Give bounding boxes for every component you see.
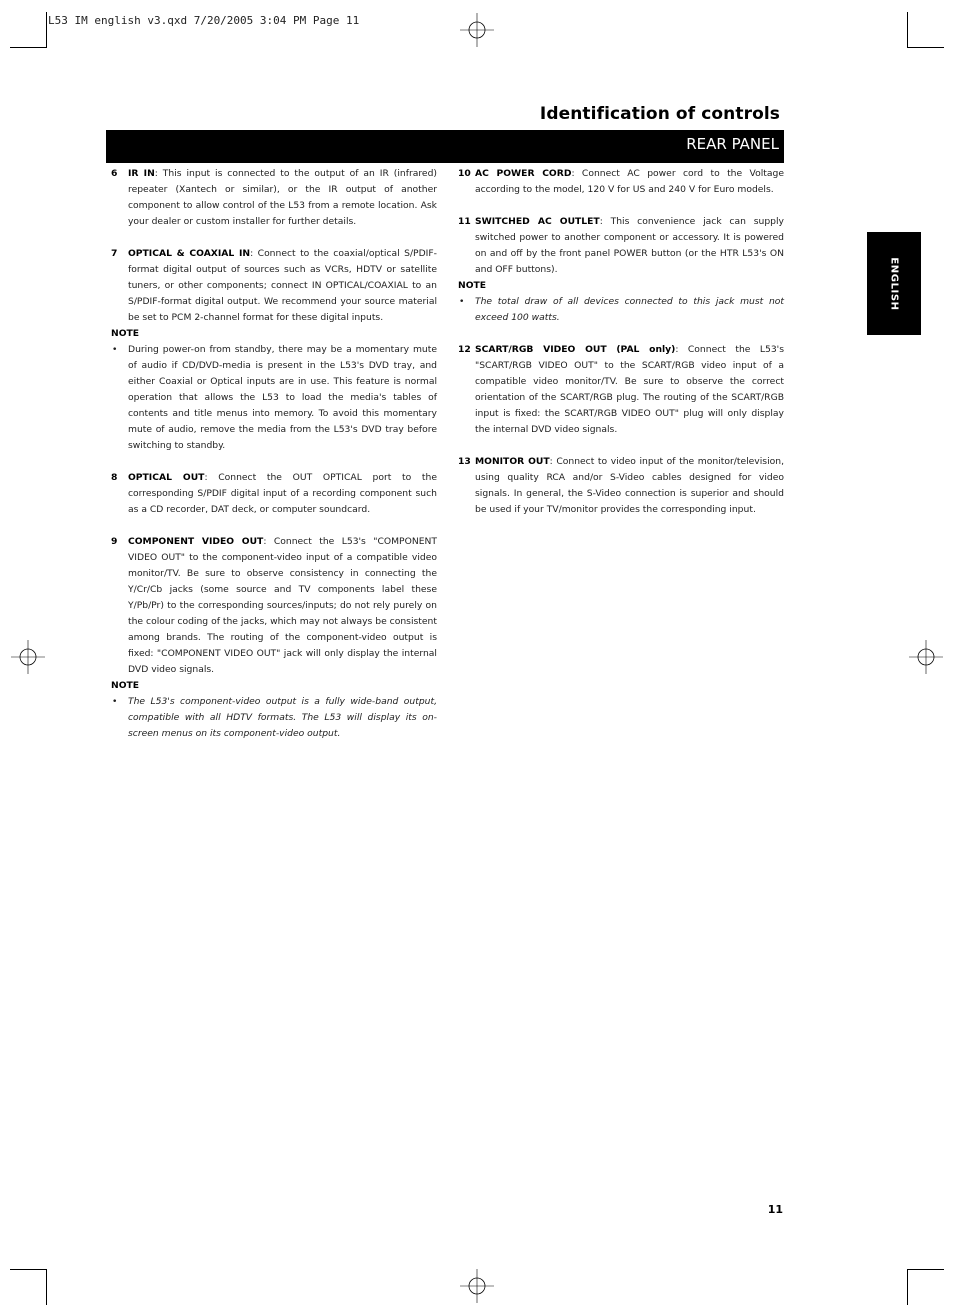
- item-number: 12: [458, 344, 471, 355]
- item-heading: SWITCHED AC OUTLET: [475, 216, 600, 227]
- crop-mark-top-right-h: [908, 47, 944, 48]
- item-text: : Connect the OUT OPTICAL port to the corresponding S/PDIF digital input of a recording component such as a CD recorder, DAT deck, or computer soundcard.: [128, 472, 437, 515]
- item-number: 11: [458, 216, 471, 227]
- control-item: [106, 534, 437, 678]
- registration-mark-icon: [909, 640, 943, 674]
- bullet-icon: •: [112, 344, 118, 355]
- item-heading: AC POWER CORD: [475, 168, 572, 179]
- note-heading: NOTE: [458, 280, 487, 291]
- item-text: : Connect to the coaxial/optical S/PDIF-format digital output of sources such as VCRs, HDTV or satellite tuners, or other components; connect IN OPTICAL/COAXIAL to an S/PDIF-format digital output. We recommend your source material be set to PCM 2-channel format for these digital inputs.: [128, 248, 437, 323]
- registration-mark-icon: [460, 13, 494, 47]
- note-text: The L53's component-video output is a fully wide-band output, compatible with all HDTV formats. The L53 will display its on- screen menus on its component-video output.: [128, 696, 437, 739]
- note-text: The total draw of all devices connected to this jack must not exceed 100 watts.: [475, 296, 784, 323]
- crop-mark-top-left-h: [10, 47, 46, 48]
- print-slug: L53 IM english v3.qxd 7/20/2005 3:04 PM Page 11: [48, 14, 360, 27]
- bullet-icon: •: [459, 296, 465, 307]
- crop-mark-bottom-left-v: [46, 1269, 47, 1305]
- page-title: Identification of controls: [539, 104, 780, 124]
- item-number: 13: [458, 456, 471, 467]
- item-number: 8: [111, 472, 118, 483]
- item-heading: COMPONENT VIDEO OUT: [128, 536, 264, 547]
- control-item: [106, 246, 437, 326]
- control-item: [453, 166, 784, 198]
- item-text: : This input is connected to the output of an IR (infrared) repeater (Xantech or similar), or the IR output of another component to allow control of the L53 from a remote location. Ask your dealer or custom installer for further details.: [128, 168, 437, 227]
- item-text: : Connect the L53's "SCART/RGB VIDEO OUT" to the SCART/RGB video input of a compatible video monitor/TV. Be sure to observe the correct orientation of the SCART/RGB plug. The routing of the SCART/RGB input is fixed: the SCART/RGB VIDEO OUT" plug will only display the internal DVD video signals.: [475, 344, 784, 435]
- note-heading: NOTE: [111, 328, 140, 339]
- section-title: REAR PANEL: [686, 135, 779, 153]
- language-tab-label: ENGLISH: [888, 256, 900, 311]
- section-banner: [106, 130, 784, 163]
- note-bullet: [453, 294, 784, 326]
- note-heading: NOTE: [111, 680, 140, 691]
- crop-mark-bottom-left-h: [10, 1269, 46, 1270]
- left-column: [106, 166, 437, 742]
- crop-mark-top-right-v: [907, 12, 908, 48]
- item-heading: OPTICAL & COAXIAL IN: [128, 248, 251, 259]
- item-number: 6: [111, 168, 118, 179]
- item-heading: MONITOR OUT: [475, 456, 550, 467]
- crop-mark-top-left-v: [46, 12, 47, 48]
- registration-mark-icon: [460, 1269, 494, 1303]
- item-text: : This convenience jack can supply switched power to another component or accessory. It is powered on and off by the front panel POWER button (or the HTR L53's ON and OFF buttons).: [475, 216, 784, 275]
- item-text: : Connect the L53's "COMPONENT VIDEO OUT" to the component-video input of a compatible video monitor/TV. Be sure to observe consistency in connecting the Y/Cr/Cb jacks (some source and TV components label these Y/Pb/Pr) to the corresponding sources/inputs; do not rely purely on the colour coding of the jacks, which may not always be consistent among brands. The routing of the component-video output is fixed: "COMPONENT VIDEO OUT" jack will only display the internal DVD video signals.: [128, 536, 437, 675]
- crop-mark-bottom-right-v: [907, 1269, 908, 1305]
- right-column: [453, 166, 784, 518]
- control-item: [453, 342, 784, 438]
- item-heading: OPTICAL OUT: [128, 472, 205, 483]
- note-text: During power-on from standby, there may be a momentary mute of audio if CD/DVD-media is present in the L53's DVD tray, and either Coaxial or Optical inputs are in use. This feature is normal operation that allows the L53 to load the media's tables of contents and title menus into memory. To avoid this momentary mute of audio, remove the media from the L53's DVD tray before switching to standby.: [128, 344, 437, 451]
- control-item: [453, 454, 784, 518]
- item-number: 9: [111, 536, 118, 547]
- language-tab: [867, 232, 921, 335]
- crop-mark-bottom-right-h: [908, 1269, 944, 1270]
- note-bullet: [106, 694, 437, 742]
- registration-mark-icon: [11, 640, 45, 674]
- bullet-icon: •: [112, 696, 118, 707]
- control-item: [453, 214, 784, 278]
- control-item: [106, 166, 437, 230]
- item-number: 7: [111, 248, 118, 259]
- item-text: : Connect to video input of the monitor/television, using quality RCA and/or S-Video cables designed for video signals. In general, the S-Video connection is superior and should be used if your TV/monitor provides the corresponding input.: [475, 456, 785, 515]
- item-number: 10: [458, 168, 471, 179]
- note-bullet: [106, 342, 437, 454]
- item-text: : Connect AC power cord to the Voltage according to the model, 120 V for US and 240 V for Euro models.: [475, 168, 784, 195]
- item-heading: SCART/RGB VIDEO OUT (PAL only): [475, 344, 676, 355]
- item-heading: IR IN: [128, 168, 155, 179]
- control-item: [106, 470, 437, 518]
- page-number: 11: [767, 1203, 783, 1216]
